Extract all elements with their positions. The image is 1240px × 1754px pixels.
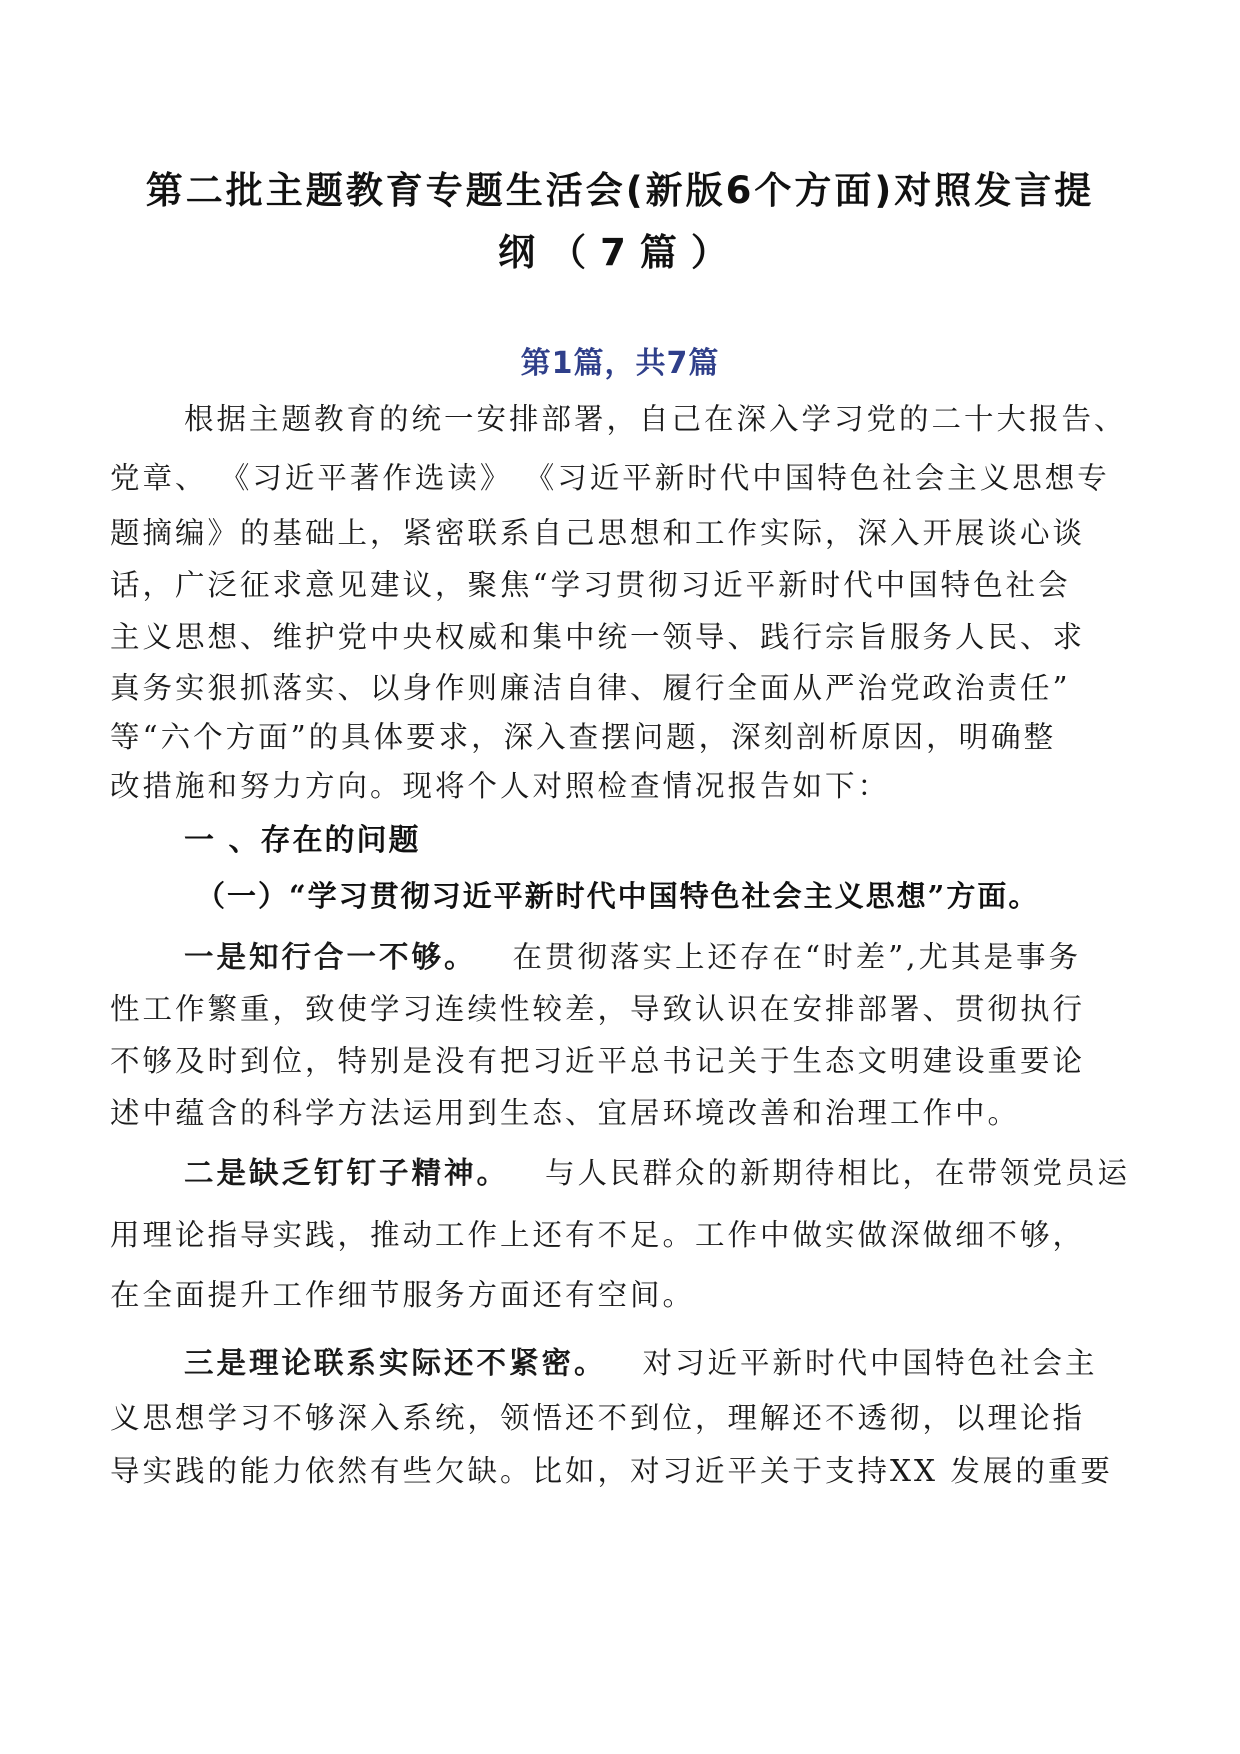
paragraph-3-lead: 三是理论联系实际还不紧密。	[184, 1345, 607, 1380]
paragraph-1-line: 性工作繁重，致使学习连续性较差，导致认识在安排部署、贯彻执行	[110, 992, 1086, 1026]
paragraph-3-first-line	[184, 1340, 1098, 1382]
intro-line: 题摘编》的基础上，紧密联系自己思想和工作实际，深入开展谈心谈	[110, 516, 1086, 550]
paragraph-2-lead: 二是缺乏钉钉子精神。	[184, 1155, 510, 1190]
paragraph-2-first-line	[184, 1150, 1130, 1192]
intro-line: 党章、 《习近平著作选读》 《习近平新时代中国特色社会主义思想专	[110, 461, 1110, 495]
paragraph-1-first-line	[184, 934, 1081, 976]
section-heading: 一 、存在的问题	[184, 823, 421, 858]
doc-subtitle: 第1篇，共7篇	[520, 346, 720, 381]
paragraph-2-line: 用理论指导实践，推动工作上还有不足。工作中做实做深做细不够，	[110, 1218, 1086, 1252]
doc-title-line-1: 第二批主题教育专题生活会(新版6个方面)对照发言提	[145, 169, 1095, 212]
intro-line: 等“六个方面”的具体要求，深入查摆问题，深刻剖析原因，明确整	[110, 720, 1057, 754]
doc-title-line-2: 纲（7篇）	[498, 231, 742, 274]
intro-line: 根据主题教育的统一安排部署，自己在深入学习党的二十大报告、	[184, 402, 1127, 436]
paragraph-2-line: 在全面提升工作细节服务方面还有空间。	[110, 1278, 696, 1312]
paragraph-3-line: 义思想学习不够深入系统，领悟还不到位，理解还不透彻，以理论指	[110, 1401, 1086, 1435]
paragraph-1-line: 述中蕴含的科学方法运用到生态、宜居环境改善和治理工作中。	[110, 1096, 1021, 1130]
paragraph-2-text: 与人民群众的新期待相比，在带领党员运	[545, 1156, 1131, 1190]
paragraph-1-lead: 一是知行合一不够。	[184, 939, 477, 974]
paragraph-1-text: 在贯彻落实上还存在“时差”,尤其是事务	[512, 940, 1082, 974]
intro-line: 话，广泛征求意见建议，聚焦“学习贯彻习近平新时代中国特色社会	[110, 568, 1071, 602]
intro-line: 真务实狠抓落实、以身作则廉洁自律、履行全面从严治党政治责任”	[110, 671, 1071, 705]
paragraph-1-line: 不够及时到位，特别是没有把习近平总书记关于生态文明建设重要论	[110, 1044, 1086, 1078]
intro-line: 改措施和努力方向。现将个人对照检查情况报告如下：	[110, 769, 891, 803]
paragraph-3-text: 对习近平新时代中国特色社会主	[642, 1346, 1098, 1380]
intro-line: 主义思想、维护党中央权威和集中统一领导、践行宗旨服务人民、求	[110, 620, 1086, 654]
paragraph-3-line: 导实践的能力依然有些欠缺。比如，对习近平关于支持XX 发展的重要	[110, 1454, 1113, 1488]
subsection-heading: （一）“学习贯彻习近平新时代中国特色社会主义思想”方面。	[196, 879, 1040, 913]
